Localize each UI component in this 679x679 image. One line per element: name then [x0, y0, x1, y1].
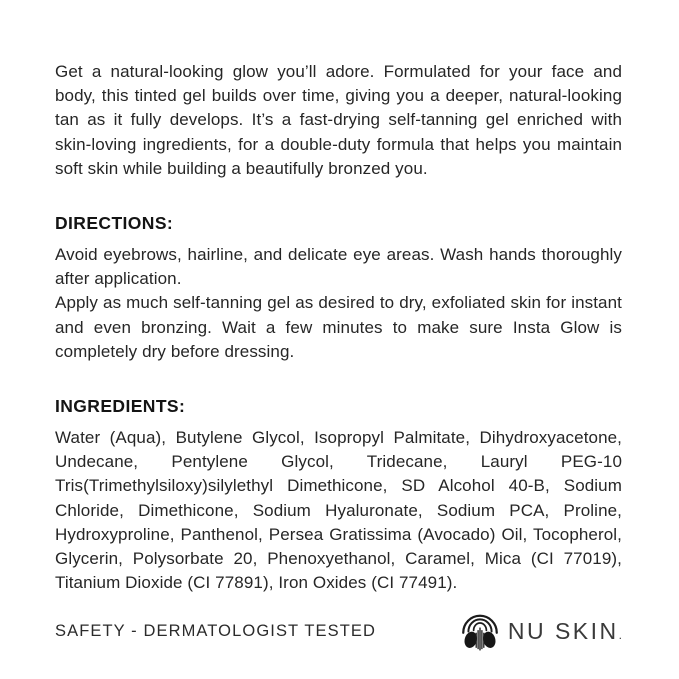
fountain-icon: [461, 611, 499, 651]
directions-line-2: Apply as much self-tanning gel as desired to dry, exfoliated skin for instant and even bronzing. Wait a few minutes to make sure Insta Glow is completely dry before dressing.: [55, 293, 622, 361]
brand-trademark-dot: .: [618, 627, 622, 642]
brand-wordmark: [508, 618, 622, 645]
brand-name: NU SKIN: [507, 617, 619, 644]
nuskin-logo: [461, 611, 622, 651]
footer-bar: [55, 611, 622, 651]
ingredients-paragraph: Water (Aqua), Butylene Glycol, Isopropyl Palmitate, Dihydroxyacetone, Undecane, Pentylene Glycol, Tridecane, Lauryl PEG-10 Tris(Trimethylsiloxy)silylethyl Dimethicone, SD Alcohol 40-B, Sodium Chloride, Dimethicone, Sodium Hyaluronate, Sodium PCA, Proline, Hydroxyproline, Panthenol, Persea Gratissima (Avocado) Oil, Tocopherol, Glycerin, Polysorbate 20, Phenoxyethanol, Caramel, Mica (CI 77019), Titanium Dioxide (CI 77891), Iron Oxides (CI 77491).: [55, 428, 622, 593]
description-paragraph: Get a natural-looking glow you’ll adore. Formulated for your face and body, this tinted gel builds over time, giving you a deeper, natural-looking tan as it fully develops. It’s a fast-drying self-tanning gel enriched with skin-loving ingredients, for a double-duty formula that helps you maintain soft skin while building a beautifully bronzed you.: [55, 62, 622, 178]
directions-line-1: Avoid eyebrows, hairline, and delicate eye areas. Wash hands thoroughly after application.: [55, 245, 622, 289]
ingredients-heading: INGREDIENTS:: [55, 396, 186, 417]
safety-statement: SAFETY - DERMATOLOGIST TESTED: [55, 621, 377, 640]
directions-heading: DIRECTIONS:: [55, 213, 174, 234]
